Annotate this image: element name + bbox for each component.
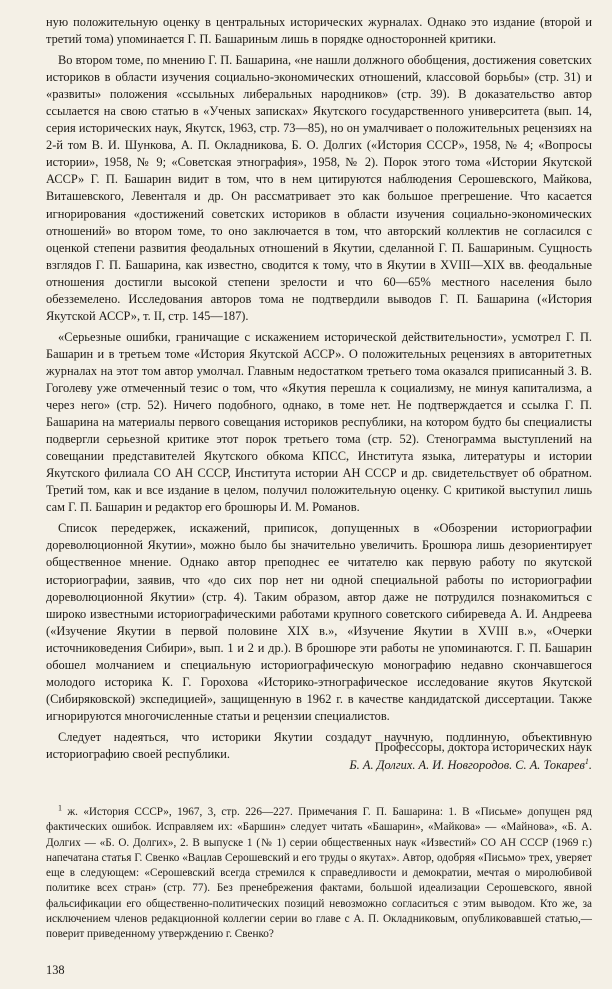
footnote-reference: 1: [584, 756, 589, 766]
signature-names: Б. А. Долгих. А. И. Новгородов. С. А. Токарев$^1$.: [349, 756, 592, 772]
signature-title: Профессоры, доктора исторических наук: [374, 740, 592, 754]
footnote-body: ж. «История СССР», 1967, 3, стр. 226—227. Примечания Г. П. Башарина: 1. В «Письме» допущен ряд фактических ошибок. Исправляем их: «Баршин» следует читать «Башарин», «Майкова» — «Майнова», «Б. А. Долгих — «Б. О. Долгих», 2. В выпуске 1 (№ 1) серии общественных наук «Известий» СО АН СССР (1969 г.) напечатана статья Г. Свенко «Вацлав Серошевский и его труды о якутах». Автор, одобряя «Письмо» трех, уверяет еще в следующем: «Серошевский всегда стремился к справедливости и демократии, мечтая о миролюбивой политике всех стран» (стр. 77). Без пренебрежения фактами, большой идеализации Серошевского, явной фальсификации его общественно-политических позиций невозможно согласиться с этим выводом. Кто же, за исключением членов редакционной коллегии серии во главе с А. П. Окладниковым, опубликовавшей статью,— поверит приведенному утверждению г. Свенко?: [46, 806, 593, 941]
footnote-mark: 1: [58, 803, 62, 813]
page-number: 138: [46, 963, 65, 977]
footnote-text: [46, 805, 592, 943]
signature-block: [46, 738, 592, 774]
paragraph-conclusion: Следует надеяться, что историки Якутии создадут научную, подлинную, объективную историографию своей республики.: [46, 729, 592, 761]
signature-names-text: Б. А. Долгих. А. И. Новгородов. С. А. Токарев: [349, 758, 585, 772]
paragraph-second-volume: Во втором томе, по мнению Г. П. Башарина, «не нашли должного обобщения, достижения советских историков в области изучения социально-экономических отношений, классовой борьбы» (стр. 31) и «развиты» положения «ссыльных либеральных народников» (стр. 39). В доказательство автор ссылается на свою статью в «Ученых записках» Якутского государственного университета (вып. 14, серия исторических наук, Якутск, 1963, стр. 73—85), но он умалчивает о положительных рецензиях на 2-й том В. И. Шункова, А. П. Окладникова, Б. О. Долгих («История СССР», 1958, № 4; «Вопросы истории», 1958, № 9; «Советская этнография», 1958, № 2). Порок этого тома «Истории Якутской АССР» Г. П. Башарин видит в том, что в нем цитируются наблюдения Серошевского, Майкова, Виташевского, Левенталя и др. Он рассматривает это как большое прегрешение. Что касается игнорирования «достижений советских историков в области изучения социально-экономических отношений» во втором томе, то оно заключается в том, что авторский коллектив не согласился с оценкой степени развития феодальных отношений в Якутии, сделанной Г. П. Башариным. Сущность взглядов Г. П. Башарина, как известно, сводится к тому, что в Якутии в XVIII—XIX вв. феодальные отношения достигли высокой степени зрелости и что 60—65% местного населения было обезземелено. Исследования авторов тома не подтвердили выводов Г. П. Башарина («История Якутской АССР», т. II, стр. 145—187).: [46, 53, 592, 323]
paragraph-third-volume: «Серьезные ошибки, граничащие с искажением исторической действительности», усмотрел Г. П. Башарин и в третьем томе «История Якутской АССР». О положительных рецензиях в авторитетных журналах на этот том автор умолчал. Главным недостатком третьего тома оказался приписанный З. В. Гоголеву уже отмеченный тезис о том, что «Якутия перешла к социализму, не минуя капитализма, а через него» (стр. 52). Ничего подобного, однако, в томе нет. Не подтверждается и ссылка Г. П. Башарина на материалы первого совещания историков республики, на котором будто бы специалисты подвергли серьезной критике этот порок третьего тома (стр. 52). Стенограмма выступлений на совещании представителей Якутского обкома КПСС, Института языка, литературы и истории Якутского филиала СО АН СССР, Института истории АН СССР и др. свидетельствует об обратном. Третий том, как и все издание в целом, получил положительную оценку. С критикой выступил лишь сам Г. П. Башарин и редактор его брошюры И. М. Романов.: [46, 329, 592, 515]
paragraph-distortions: Список передержек, искажений, приписок, допущенных в «Обозрении историографии дореволюционной Якутии», можно было бы значительно увеличить. Брошюра лишь дезориентирует общественное мнение. Однако автор преподнес ее читателю как первую работу по якутской историографии, заявив, что «до сих пор нет ни одной специальной работы по историографии дореволюционной Якутии» (стр. 4). Таким образом, автор даже не потрудился познакомиться с широко известными историографическими работами крупного советского сибиреведа А. И. Андреева («Изучение Якутии в первой половине XIX в.», «Изучение Якутии в XVIII в.», «Очерки источниковедения Сибири», вып. 1 и 2 и др.). В брошюре эти работы не упоминаются. Г. П. Башарин обошел молчанием и специальную историографическую монографию недавно скончавшегося молодого историка К. Г. Горохова «Историко-этнографическое исследование якутов Якутской (Сибиряковской) экспедицией», защищенную в 1962 г. в качестве кандидатской диссертации. Также игнорируются многочисленные статьи и рецензии специалистов.: [46, 521, 592, 723]
footnote: [46, 805, 592, 943]
main-text: [46, 14, 592, 763]
paragraph-continuation: ную положительную оценку в центральных исторических журналах. Однако это издание (второй и третий тома) упоминается Г. П. Башариным лишь в порядке односторонней критики.: [46, 15, 592, 47]
